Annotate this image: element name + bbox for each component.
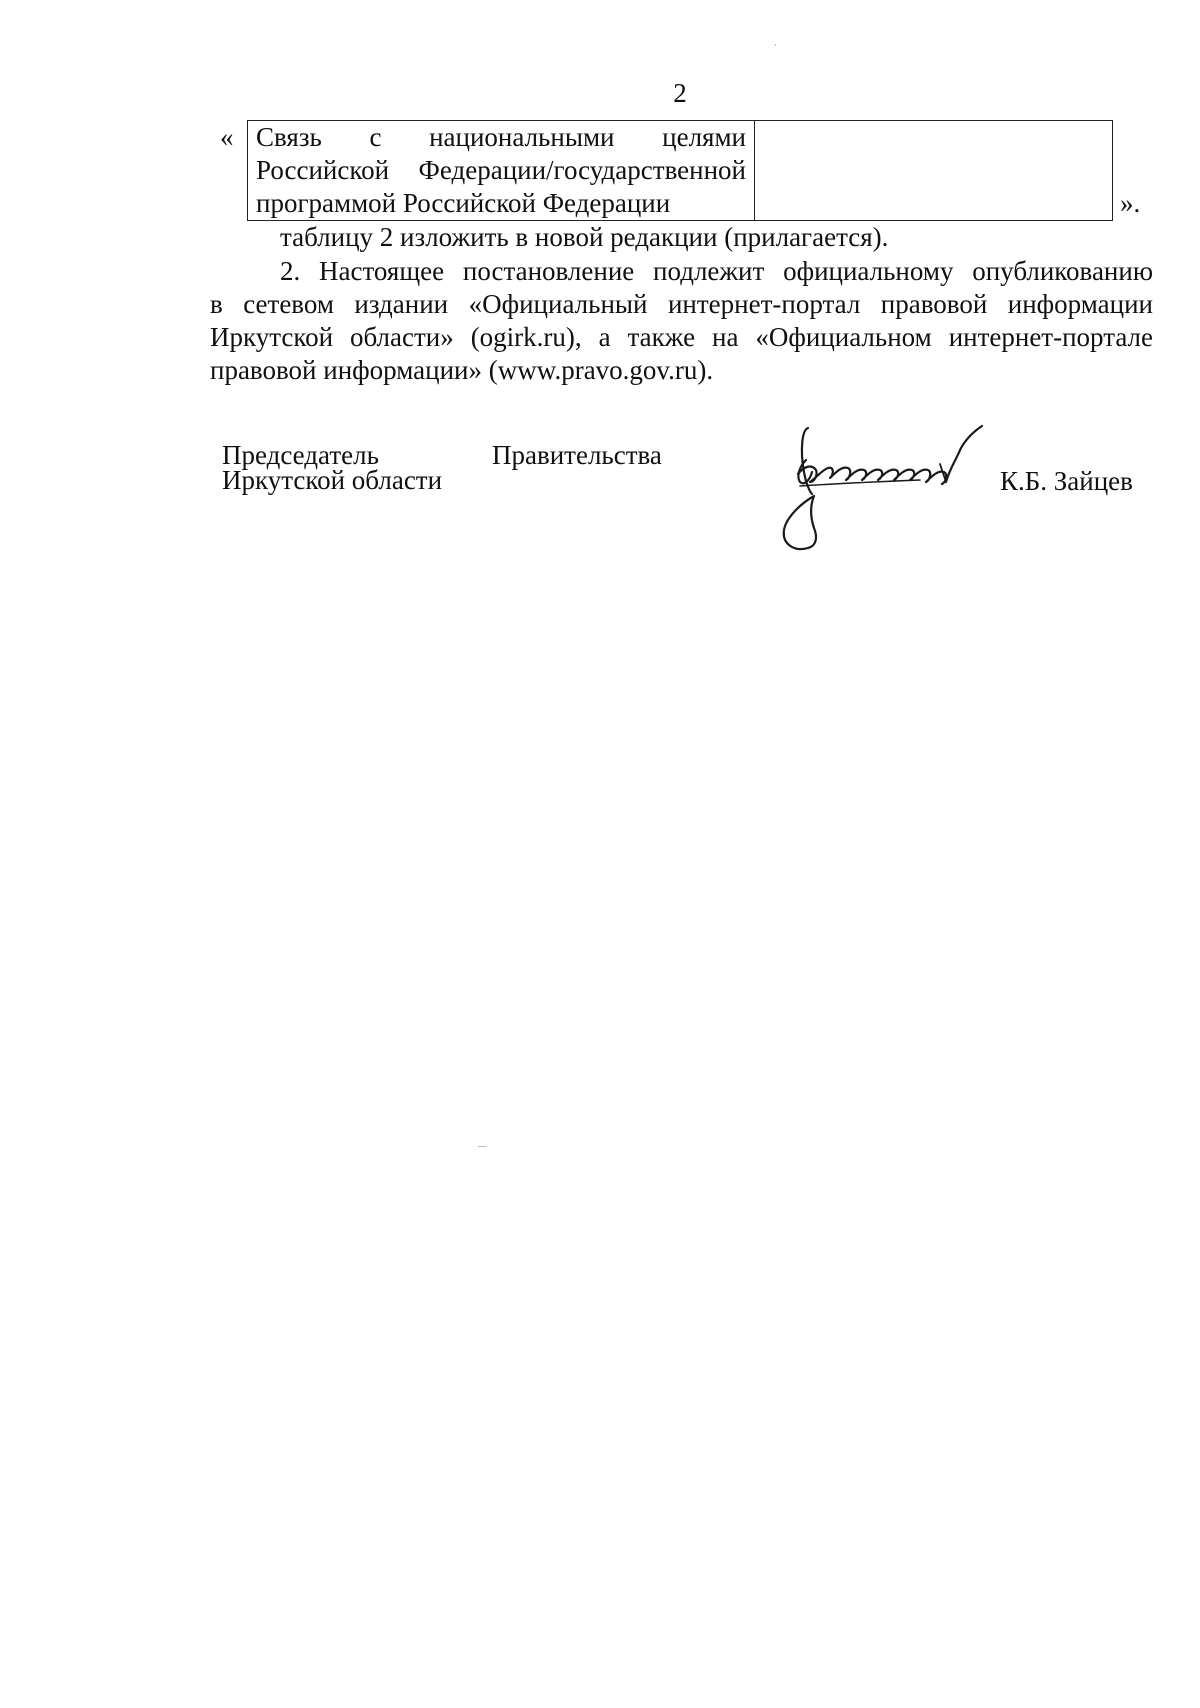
scan-speck <box>478 1146 486 1147</box>
closing-quote: ». <box>1120 188 1141 218</box>
amendment-table <box>247 120 1113 221</box>
paragraph-line: Иркутской области» (ogirk.ru), а также на «Официальном интернет-портале <box>210 322 1153 352</box>
handwritten-signature <box>760 420 1005 560</box>
paragraph-table-note: таблицу 2 изложить в новой редакции (прилагается). <box>280 222 889 252</box>
table-cell-left <box>248 121 755 221</box>
paragraph-line: в сетевом издании «Официальный интернет-портал правовой информации <box>210 289 1153 319</box>
signer-title-part: Иркутской области <box>222 465 443 495</box>
signer-title-part: Председатель <box>222 440 379 470</box>
page-number: 2 <box>673 78 687 108</box>
table-cell-line: Связь с национальными целями <box>256 122 746 152</box>
paragraph-publication <box>210 255 1153 387</box>
scan-speck <box>775 44 776 46</box>
signer-title-part: Правительства <box>492 440 662 470</box>
paragraph-line: 2. Настоящее постановление подлежит официальному опубликованию <box>280 256 1153 286</box>
signer-name: К.Б. Зайцев <box>1000 466 1133 496</box>
table-cell-line: Российской Федерации/государственной <box>256 155 746 185</box>
table-row <box>248 121 1113 221</box>
table-cell-right <box>755 121 1113 221</box>
opening-quote: « <box>220 122 234 152</box>
paragraph-line: правовой информации» (www.pravo.gov.ru). <box>210 355 714 385</box>
table-cell-line: программой Российской Федерации <box>256 188 671 218</box>
